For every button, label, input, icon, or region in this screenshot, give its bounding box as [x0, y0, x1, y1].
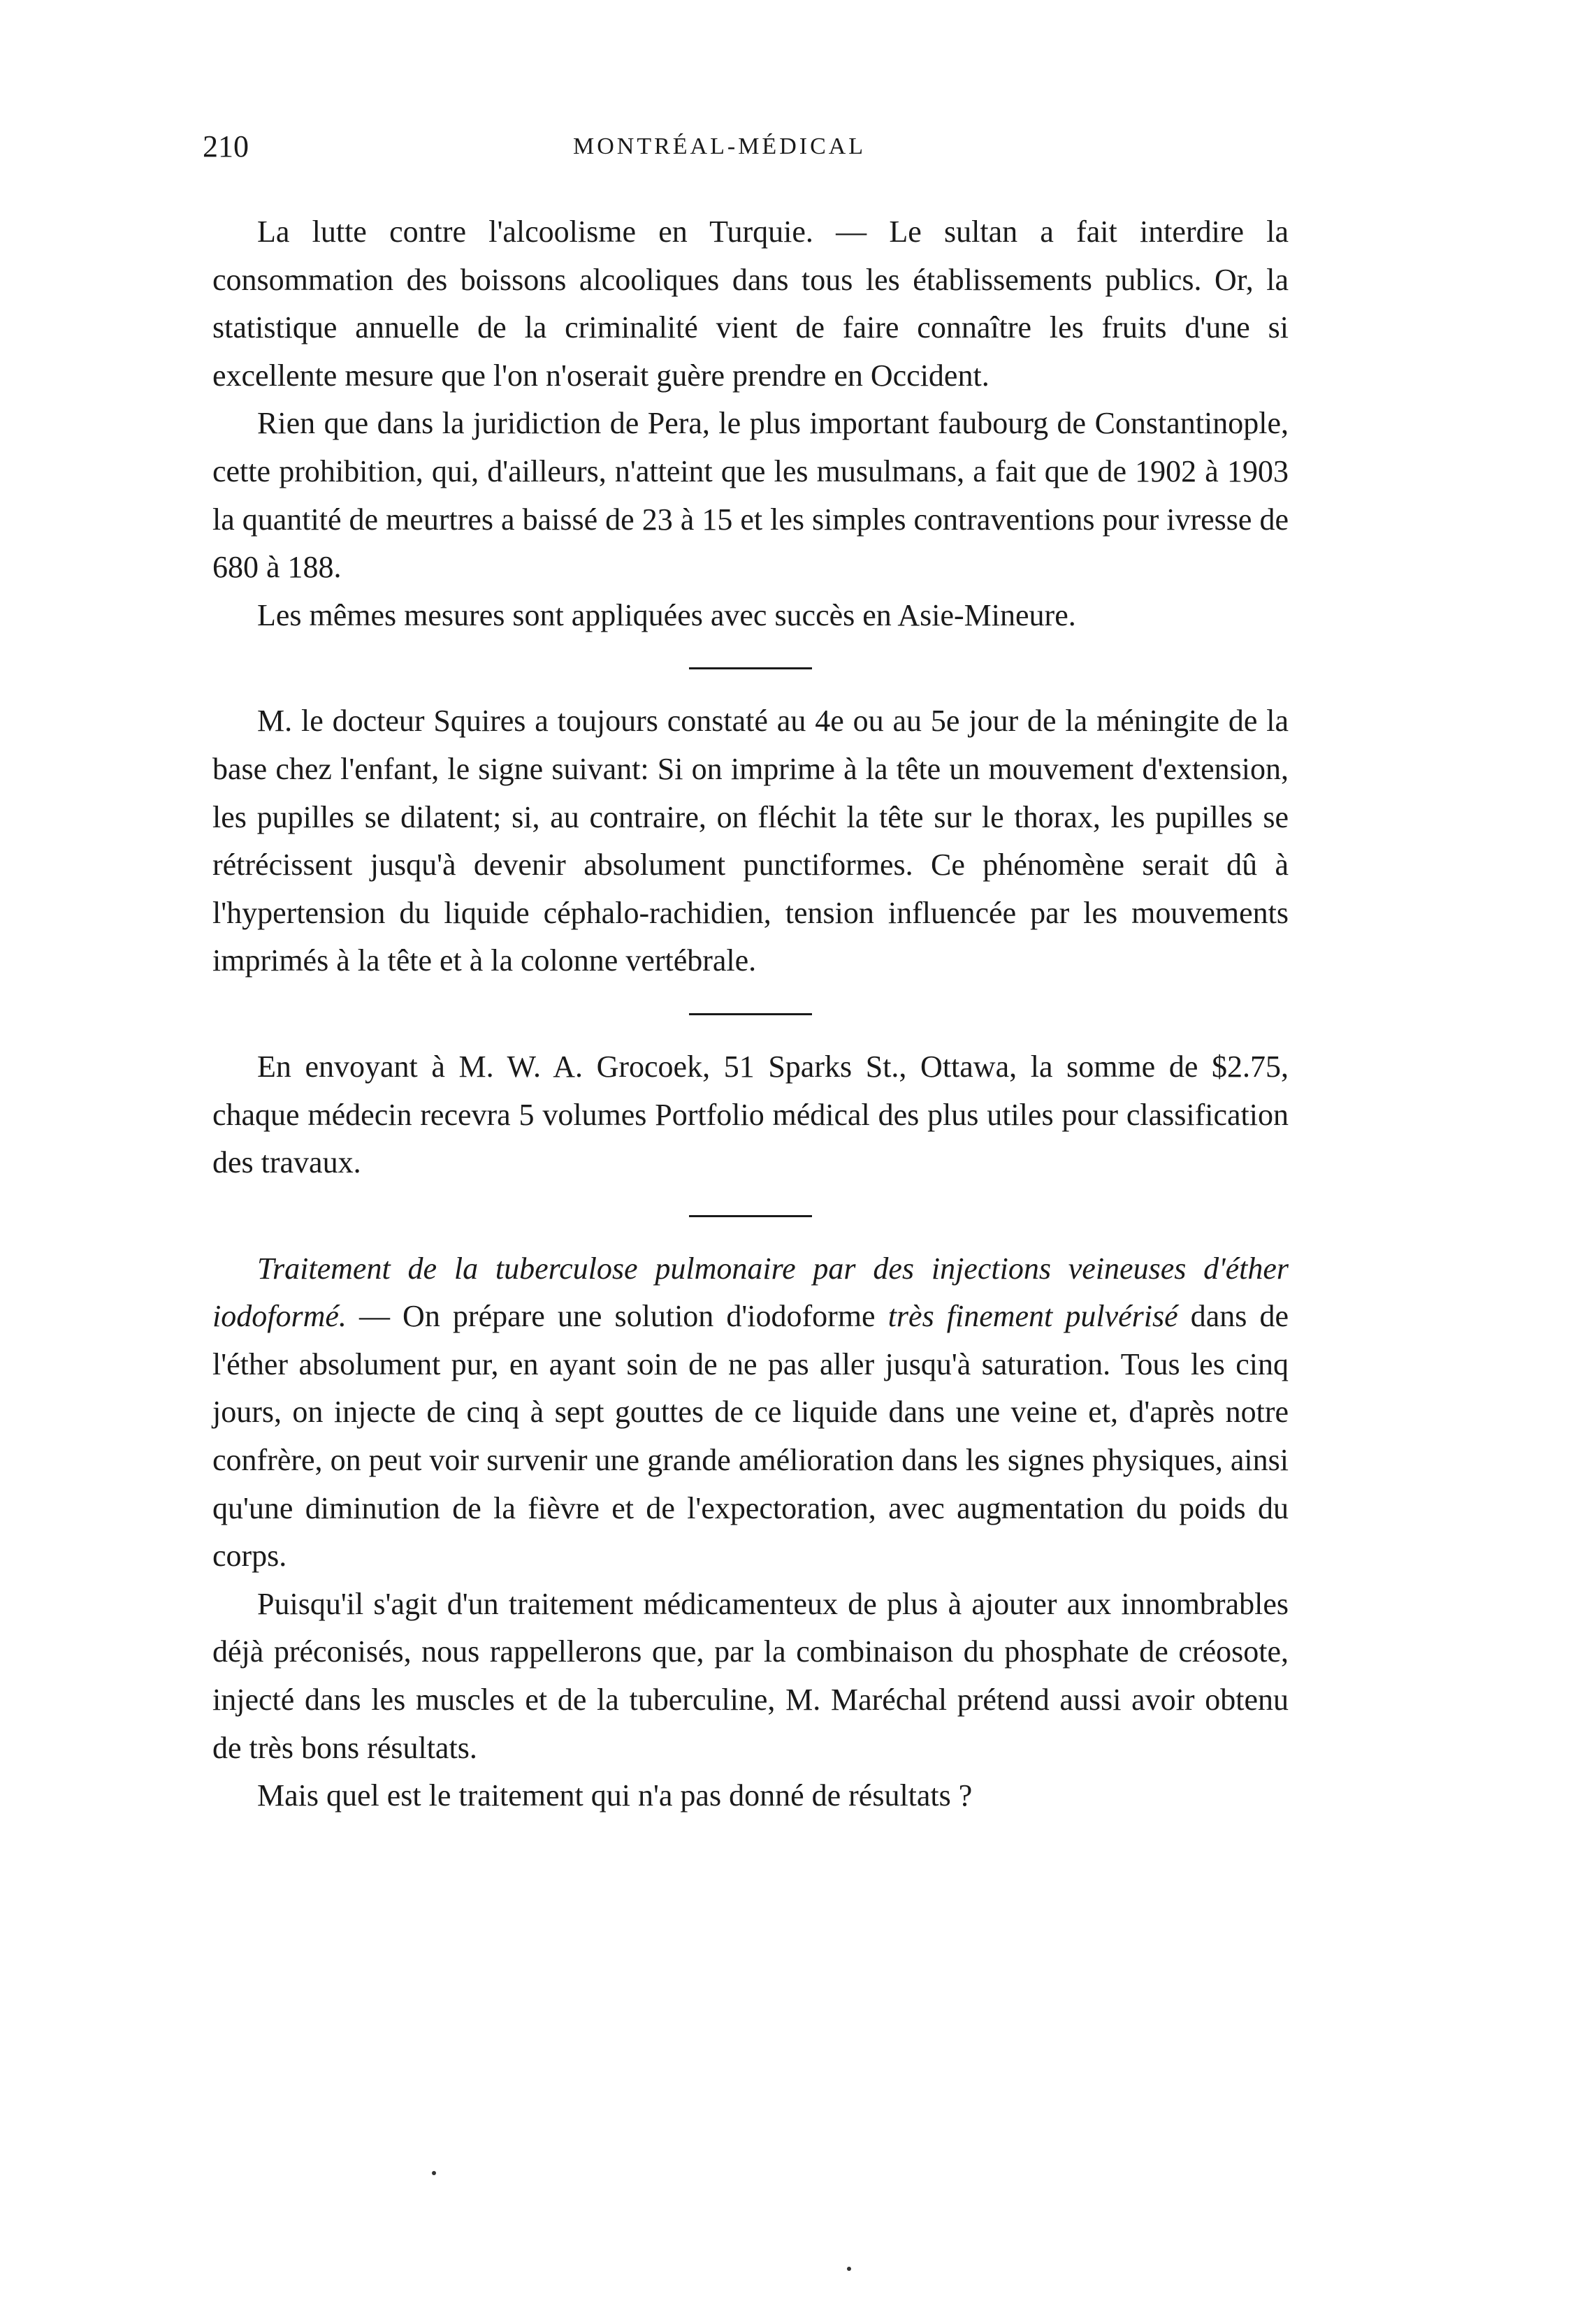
emphasis-text: très finement pulvérisé — [887, 1299, 1178, 1334]
paragraph — [212, 208, 1289, 400]
article-portfolio-offer — [212, 1043, 1289, 1187]
article-title: Traitement de la tuberculose pulmonaire par des injections veineuses d'éther iodoformé. — [212, 1251, 1289, 1334]
paragraph-text: dans de l'éther absolument pur, en ayant soin de ne pas aller jusqu'à saturation. Tous les cinq jours, on injecte de cinq à sept gouttes de ce liquide dans une veine et, d'après notre confrère, on peut voir survenir une grande amélioration dans les signes physiques, ainsi qu'une diminution de la fièvre et de l'expectoration, avec augmentation du poids du corps. — [212, 1299, 1289, 1574]
running-head: MONTRÉAL-MÉDICAL — [573, 133, 867, 159]
paragraph-text: — On prépare une solution d'iodoforme — [346, 1299, 888, 1334]
page-body — [212, 208, 1289, 1820]
paragraph: M. le docteur Squires a toujours constaté au 4e ou au 5e jour de la méningite de la base chez l'enfant, le signe suivant: Si on imprime à la tête un mouvement d'extension, les pupilles se dilatent; si, au contraire, on fléchit la tête sur le thorax, les pupilles se rétrécissent jusqu'à devenir absolument punctiformes. Ce phénomène serait dû à l'hypertension du liquide céphalo-rachidien, tension influencée par les mouvements imprimés à la tête et à la colonne vertébrale. — [212, 704, 1289, 978]
paragraph: Rien que dans la juridiction de Pera, le plus important faubourg de Constantinople, cette prohibition, qui, d'ailleurs, n'atteint que les musulmans, a fait que de 1902 à 1903 la quantité de meurtres a baissé de 23 à 15 et les simples contraventions pour ivresse de 680 à 188. — [212, 406, 1289, 585]
paragraph-text: — Le sultan a fait interdire la consommation des boissons alcooliques dans tous les établissements publics. Or, la statistique annuelle de la criminalité vient de faire connaître les fruits d'une si excellente mesure que l'on n'oserait guère prendre en Occident. — [212, 215, 1289, 393]
paragraph: En envoyant à M. W. A. Grocoek, 51 Sparks St., Ottawa, la somme de $2.75, chaque médecin recevra 5 volumes Portfolio médical des plus utiles pour classification des travaux. — [212, 1049, 1289, 1180]
article-alcoholism-turkey — [212, 208, 1289, 639]
article-tuberculosis-treatment — [212, 1245, 1289, 1820]
article-meningitis-sign — [212, 697, 1289, 985]
paragraph: Mais quel est le traitement qui n'a pas donné de résultats ? — [257, 1778, 973, 1813]
article-title: La lutte contre l'alcoolisme en Turquie. — [257, 215, 813, 249]
page-header — [203, 126, 1321, 168]
paragraph — [212, 1245, 1289, 1581]
scan-speck — [847, 2267, 851, 2271]
section-divider — [689, 1013, 812, 1015]
paragraph: Puisqu'il s'agit d'un traitement médicamenteux de plus à ajouter aux innombrables déjà préconisés, nous rappellerons que, par la combinaison du phosphate de créosote, injecté dans les muscles et de la tuberculine, M. Maréchal prétend aussi avoir obtenu de très bons résultats. — [212, 1586, 1289, 1765]
scan-speck — [432, 2171, 436, 2175]
section-divider — [689, 1215, 812, 1217]
page-number: 210 — [203, 129, 249, 164]
section-divider — [689, 667, 812, 669]
paragraph: Les mêmes mesures sont appliquées avec succès en Asie-Mineure. — [257, 597, 1076, 632]
